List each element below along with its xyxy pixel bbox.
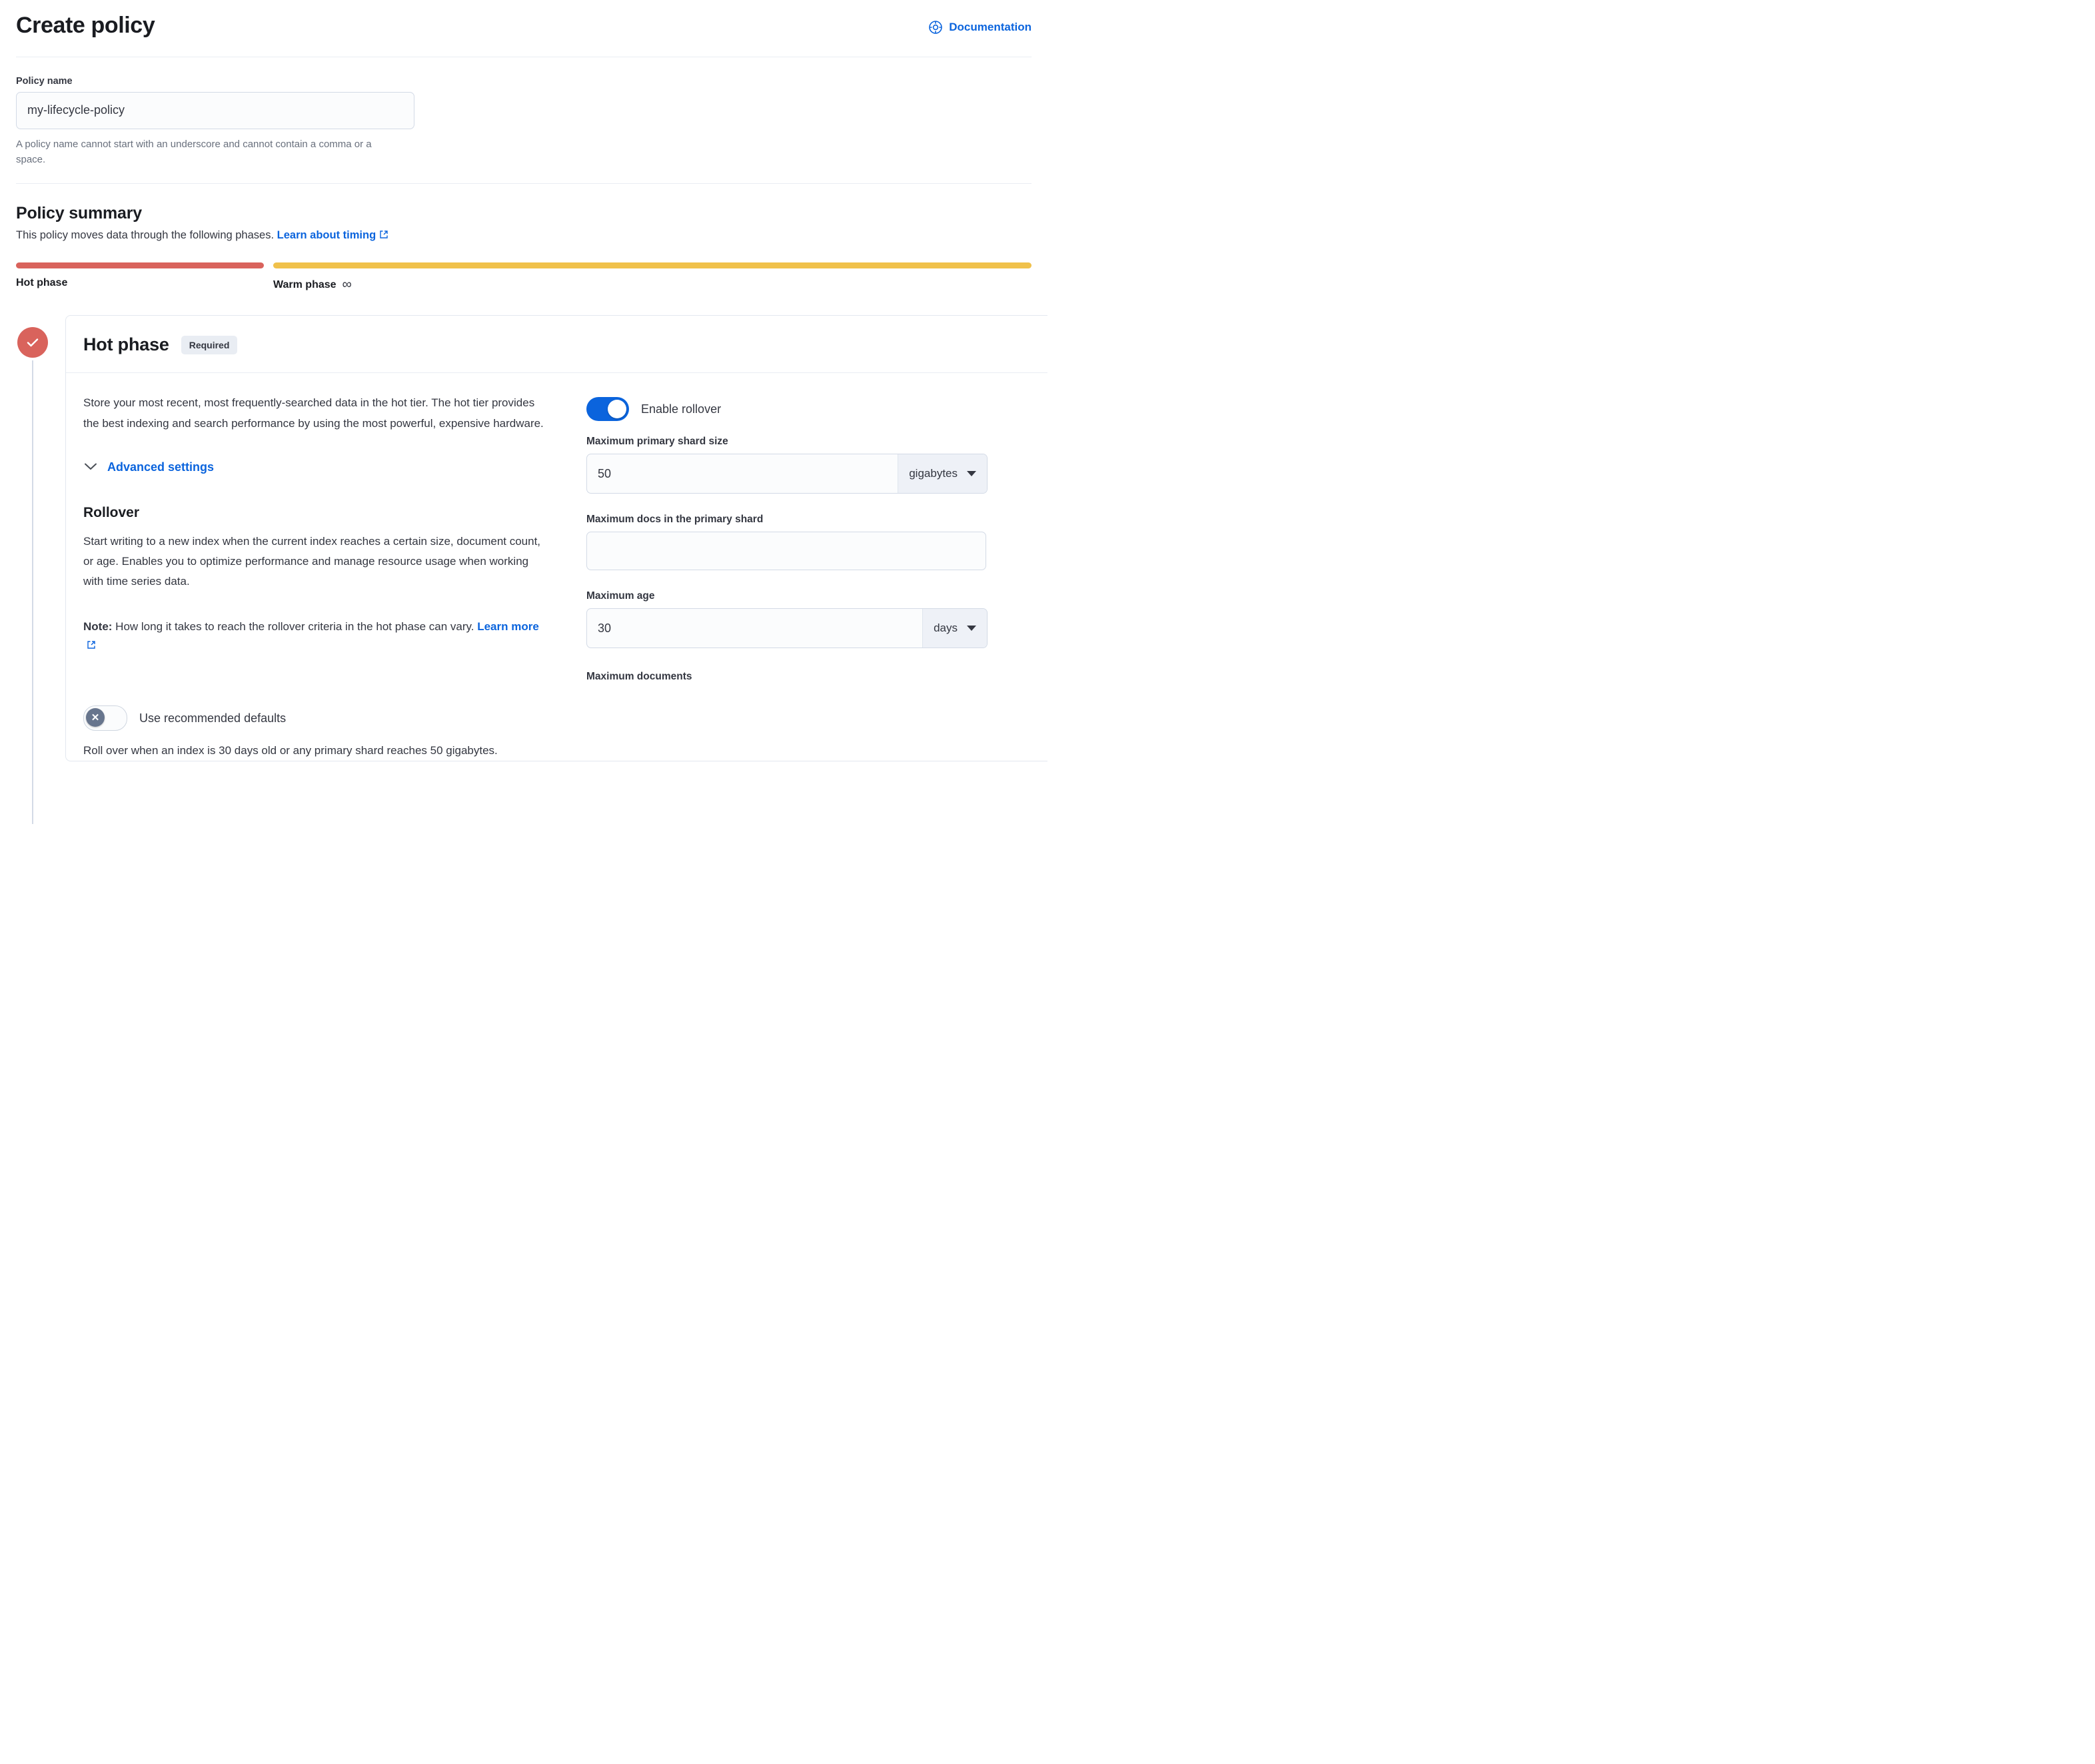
max-primary-shard-size-input-group [586, 454, 988, 494]
rollover-description: Start writing to a new index when the current index reaches a certain size, document count, or age. Enables you to optimize performance and manage resource usage when working with time series data. [83, 534, 541, 588]
external-link-icon [379, 230, 388, 242]
close-icon: ✕ [91, 711, 100, 723]
hot-phase-header [66, 316, 1048, 373]
chevron-down-icon [83, 460, 98, 474]
max-age-field [586, 590, 1030, 648]
chevron-down-icon [967, 626, 976, 631]
hot-phase-description: Store your most recent, most frequently-searched data in the hot tier. The hot tier provides the best indexing and search performance by using the most powerful, expensive hardware. [83, 396, 544, 430]
max-docs-primary-shard-field [586, 514, 1030, 570]
external-link-icon [87, 637, 96, 656]
max-age-label: Maximum age [586, 590, 655, 602]
phase-bar-warm [273, 262, 1032, 292]
max-age-input[interactable] [587, 609, 922, 648]
policy-summary-text: This policy moves data through the following phases. [16, 229, 275, 242]
hot-phase-right-column [586, 393, 1030, 761]
learn-about-timing-link[interactable] [277, 229, 389, 241]
use-recommended-defaults-row [83, 705, 566, 731]
use-recommended-defaults-label: Use recommended defaults [139, 711, 287, 725]
required-badge: Required [181, 336, 238, 354]
advanced-settings-label: Advanced settings [107, 460, 215, 474]
infinity-icon: ∞ [342, 277, 352, 292]
policy-name-label: Policy name [16, 75, 73, 87]
policy-name-help: A policy name cannot start with an underscore and cannot contain a comma or a space. [16, 138, 372, 166]
policy-summary-title: Policy summary [16, 204, 142, 223]
enable-rollover-toggle[interactable] [586, 397, 629, 421]
policy-summary-description [16, 229, 1032, 242]
page-title: Create policy [16, 13, 155, 38]
policy-name-section [0, 76, 1048, 168]
use-recommended-defaults-toggle[interactable] [83, 705, 127, 731]
max-primary-shard-size-unit-select[interactable] [898, 454, 987, 493]
documentation-label: Documentation [949, 21, 1032, 33]
max-primary-shard-size-label: Maximum primary shard size [586, 436, 728, 448]
warm-phase-bar-text: Warm phase [273, 278, 337, 290]
hot-phase-bar-label [16, 277, 264, 289]
enable-rollover-label: Enable rollover [641, 402, 722, 416]
documentation-link[interactable] [928, 20, 1032, 35]
hot-phase-bar-text: Hot phase [16, 277, 68, 289]
warm-phase-bar-label [273, 277, 1032, 292]
max-primary-shard-size-field [586, 436, 1030, 494]
page-header [0, 0, 1048, 39]
timeline-line [32, 358, 33, 824]
hot-phase-title: Hot phase [83, 334, 169, 355]
hot-phase-bar [16, 262, 264, 268]
max-documents-label: Maximum documents [586, 671, 692, 683]
max-age-input-group [586, 608, 988, 648]
use-recommended-defaults-description: Roll over when an index is 30 days old or any primary shard reaches 50 gigabytes. [83, 744, 498, 757]
max-age-unit-select[interactable] [922, 609, 987, 648]
policy-summary-section [0, 204, 1048, 242]
phase-bar-hot [16, 262, 264, 292]
rollover-learn-more-label: Learn more [477, 620, 539, 633]
max-primary-shard-size-input[interactable] [587, 454, 898, 493]
hot-phase-panel [65, 315, 1048, 761]
max-docs-primary-shard-input[interactable] [586, 532, 986, 570]
enable-rollover-row [586, 397, 1030, 421]
hot-phase-left-column [83, 393, 566, 761]
phase-timeline-bars [0, 262, 1048, 292]
unit-label: gigabytes [909, 467, 958, 480]
rollover-note [83, 618, 550, 657]
hot-phase-body [66, 373, 1048, 761]
help-circle-icon [928, 20, 943, 35]
toggle-knob [86, 708, 105, 727]
chevron-down-icon [967, 471, 976, 476]
phase-timeline [16, 315, 65, 761]
create-policy-page [0, 0, 1048, 882]
toggle-knob [608, 400, 626, 418]
hot-phase-section [0, 315, 1048, 761]
rollover-title: Rollover [83, 504, 140, 520]
rollover-note-text: How long it takes to reach the rollover criteria in the hot phase can vary. [112, 620, 474, 633]
warm-phase-bar [273, 262, 1032, 268]
unit-label: days [934, 622, 958, 635]
max-docs-primary-shard-label: Maximum docs in the primary shard [586, 514, 764, 526]
hot-phase-status-icon [17, 327, 48, 358]
rollover-note-prefix: Note: [83, 620, 113, 633]
learn-about-timing-label: Learn about timing [277, 229, 376, 242]
policy-name-divider [16, 183, 1032, 184]
advanced-settings-toggle[interactable] [83, 460, 566, 474]
policy-name-input[interactable] [16, 92, 414, 129]
